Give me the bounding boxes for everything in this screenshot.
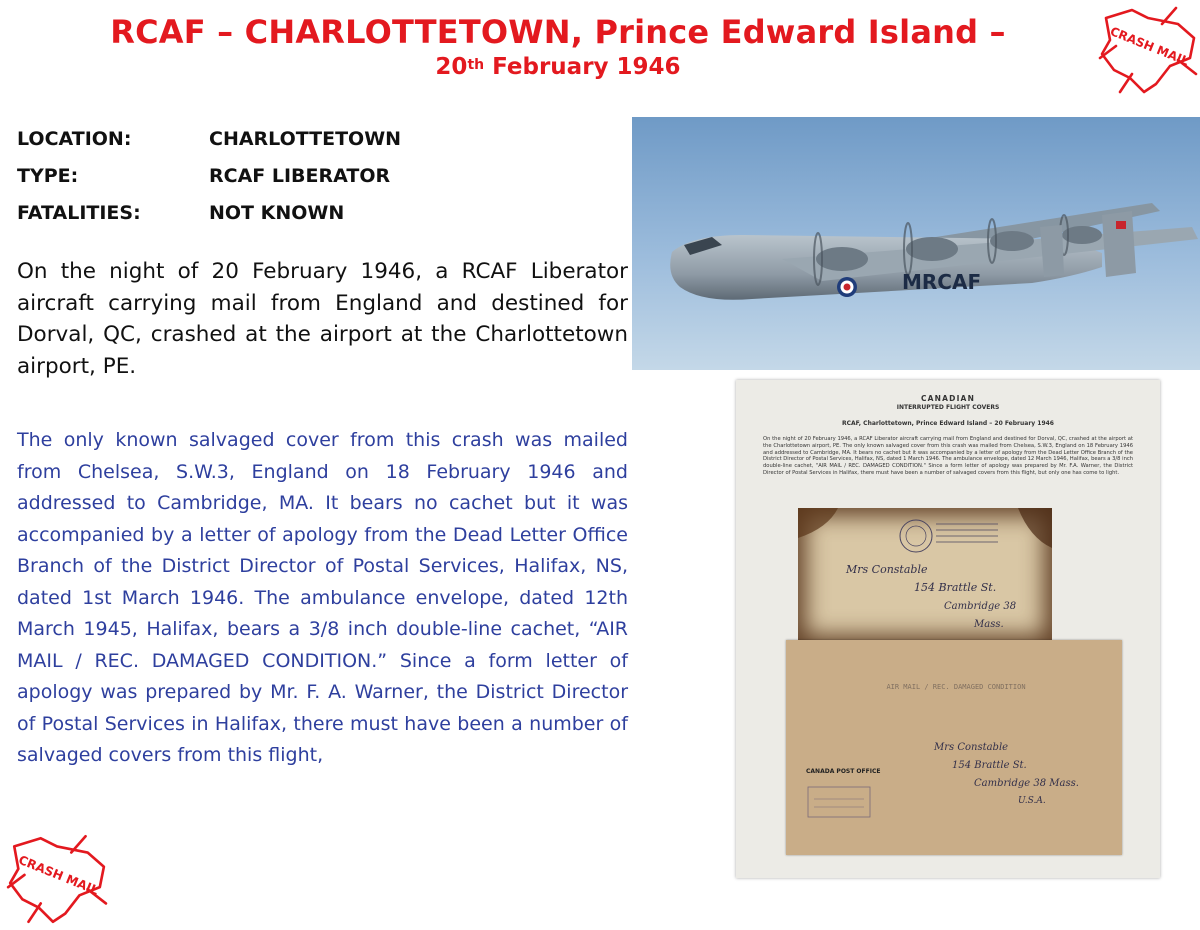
body-paragraph: The only known salvaged cover from this crash was mailed from Chelsea, S.W.3, England on 18 February 1946 and addressed to Cambridge, MA. It bears no cachet but it was accompanied by a letter of apology from the Dead Letter Office Branch of the District Director of Postal Services, Halifax, NS, dated 1st March 1946. The ambulance envelope, dated 12th March 1945, Halifax, bears a 3/8 inch double-line cachet, “AIR MAIL / REC. DAMAGED CONDITION.” Since a form letter of apology was prepared by Mr. F. A. Warner, the District Director of Postal Services in Halifax, there must have been a number of salvaged covers from this flight, (17, 429, 628, 766)
date-rest: February 1946 (484, 54, 681, 80)
fact-value: NOT KNOWN (209, 201, 345, 224)
date-suffix: th (467, 57, 485, 73)
cover-address-line: Mrs Constable (846, 563, 928, 576)
svg-text:CRASH MAIL: CRASH MAIL (16, 852, 101, 898)
fact-label: TYPE: (17, 164, 79, 187)
salvaged-cover (798, 508, 1052, 643)
ambulance-envelope (786, 640, 1122, 855)
album-heading: CANADIAN (920, 394, 976, 403)
album-page (736, 380, 1160, 878)
svg-text:CRASH MAIL: CRASH MAIL (1108, 24, 1191, 69)
fact-value: RCAF LIBERATOR (209, 164, 391, 187)
album-paragraph: On the night of 20 February 1946, a RCAF Liberator aircraft carrying mail from England and destined for Dorval, QC, crashed at the airport at the Charlottetown airport, PE. The only known salvaged cover from this crash was mailed from Chelsea, S.W.3, England on 18 February 1946 and addressed to Cambridge, MA. It bears no cachet but it was accompanied by a letter of apology from the Dead Letter Office Branch of the District Director of Postal Services, Halifax, NS, dated 1 March 1946. The ambulance envelope, dated 12 March 1946, Halifax, bears a 3/8 inch double-line cachet, "AIR MAIL / REC. DAMAGED CONDITION." Since a form letter of apology was prepared by Mr. F.A. Warner, the District Director of Postal Services in Halifax, there must have been a number of salvaged covers from this flight, but only one has come to light. (763, 436, 1133, 476)
title-line-1: RCAF – CHARLOTTETOWN, Prince Edward Island – (110, 13, 1006, 51)
cover-address-line: 154 Brattle St. (914, 581, 997, 594)
fact-type (17, 157, 617, 194)
crash-facts (17, 120, 617, 231)
crash-mail-logo-footer (0, 828, 110, 930)
cover-address-line: Mass. (974, 619, 1004, 630)
envelope-address-line: 154 Brattle St. (952, 760, 1027, 771)
liberator-photo (632, 117, 1200, 370)
envelope-label: CANADA POST OFFICE (806, 768, 881, 775)
envelope-address-line: Cambridge 38 Mass. (974, 778, 1079, 789)
cachet: AIR MAIL / REC. DAMAGED CONDITION (886, 683, 1026, 691)
cover-address-line: Cambridge 38 (944, 601, 1017, 612)
fact-label: FATALITIES: (17, 201, 141, 224)
envelope-address-line: U.S.A. (1018, 796, 1046, 806)
fact-value: CHARLOTTETOWN (209, 127, 402, 150)
album-subheading: INTERRUPTED FLIGHT COVERS (896, 404, 1000, 411)
page-title (0, 12, 1116, 82)
crash-mail-logo (1092, 0, 1200, 100)
album-title: RCAF, Charlottetown, Prince Edward Island – 20 February 1946 (842, 420, 1054, 427)
fuselage-code: MRCAF (902, 270, 982, 294)
intro-paragraph: On the night of 20 February 1946, a RCAF Liberator aircraft carrying mail from England and destined for Dorval, QC, crashed at the airport at the Charlottetown airport, PE. (17, 259, 628, 379)
fact-location (17, 120, 617, 157)
envelope-address-line: Mrs Constable (934, 742, 1009, 753)
date-day: 20 (435, 54, 468, 80)
fact-label: LOCATION: (17, 127, 132, 150)
office-stamp-icon (806, 785, 876, 825)
fact-fatalities (17, 194, 617, 231)
title-date (0, 52, 1116, 82)
